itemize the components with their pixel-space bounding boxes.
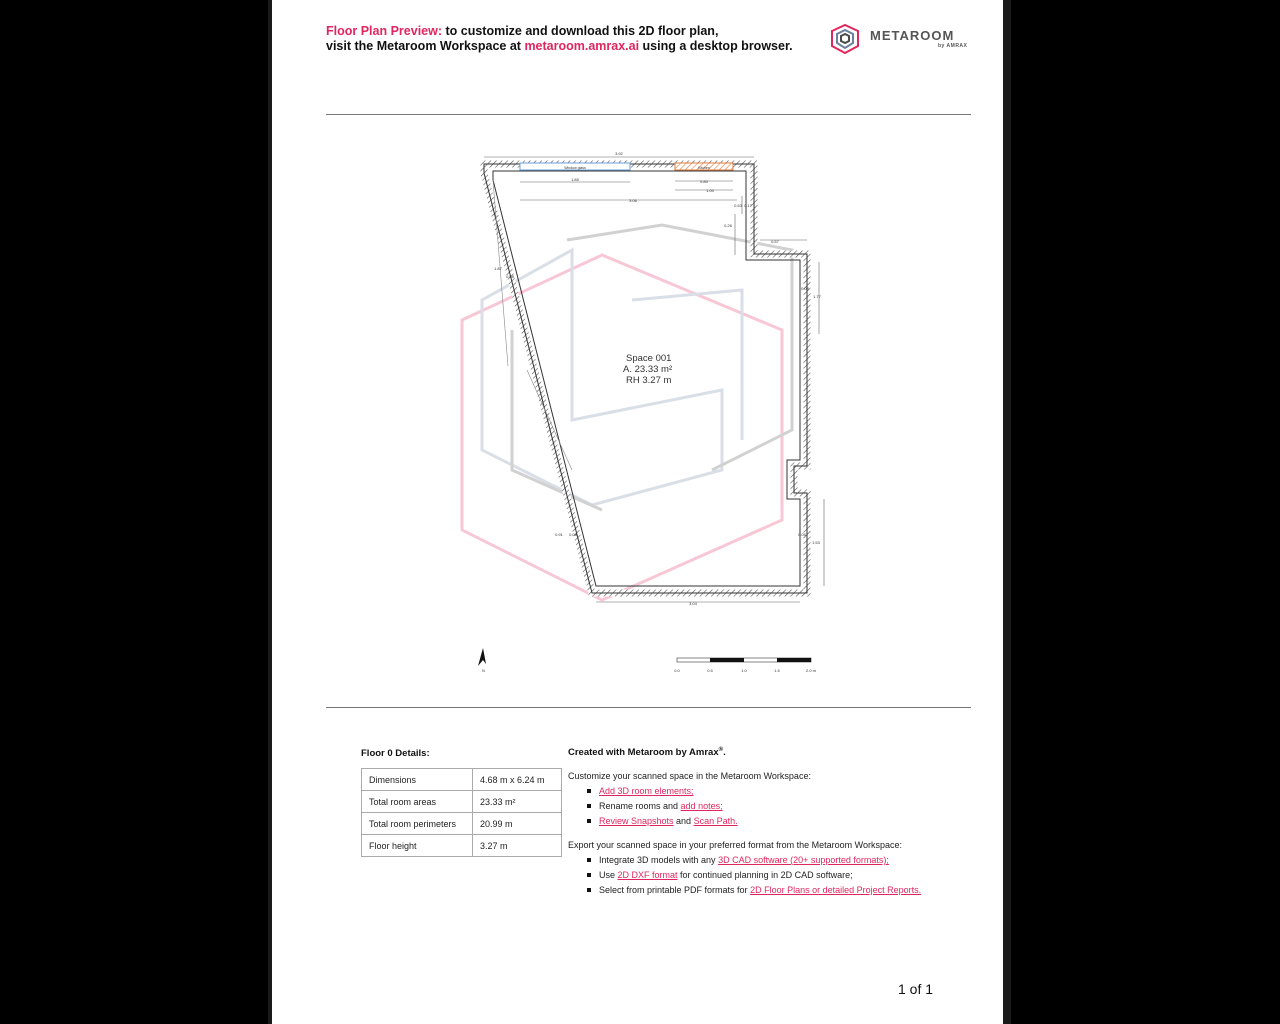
dim-right-w2: 1.00 xyxy=(706,188,714,193)
dim-step-v2: 0.26 xyxy=(724,223,732,228)
detail-key: Total room areas xyxy=(362,791,473,813)
created-title xyxy=(568,747,726,758)
dim-right-lower: 1.53 xyxy=(812,540,820,545)
logo-word: METAROOM xyxy=(870,28,955,43)
list-item xyxy=(599,799,968,814)
list-item xyxy=(599,784,968,799)
document-page xyxy=(272,0,1003,1024)
export-list xyxy=(568,853,968,898)
scale-label-4: 2.0 m xyxy=(805,668,817,673)
created-title-dot: . xyxy=(723,747,726,759)
detail-key: Dimensions xyxy=(362,769,473,791)
dim-right-w1: 0.80 xyxy=(700,179,708,184)
scale-label-2: 1.0 xyxy=(741,668,747,673)
scale-bar xyxy=(674,658,816,673)
add-3d-elements-link[interactable]: Add 3D room elements; xyxy=(599,786,694,796)
scale-label-0: 0.0 xyxy=(674,668,680,673)
preview-label: Floor Plan Preview: xyxy=(326,24,443,38)
north-arrow-icon xyxy=(478,648,486,673)
dim-right-lower2: 0.05 xyxy=(798,532,806,537)
rename-text: Rename rooms and xyxy=(599,801,681,811)
detail-value: 20.99 m xyxy=(473,813,562,835)
created-title-text: Created with Metaroom by Amrax xyxy=(568,747,719,759)
scale-label-3: 1.5 xyxy=(774,668,780,673)
preview-text-1: to customize and download this 2D floor plan, xyxy=(442,24,719,38)
floor-details-title: Floor 0 Details: xyxy=(361,748,430,759)
dim-notch-w: 0.57 xyxy=(771,239,779,244)
detail-value: 23.33 m² xyxy=(473,791,562,813)
divider-bottom xyxy=(326,707,971,708)
space-name: Space 001 xyxy=(626,353,672,364)
dim-left-lower: 0.91 xyxy=(555,532,563,537)
table-row xyxy=(362,791,562,813)
customize-intro: Customize your scanned space in the Metaroom Workspace: xyxy=(568,771,811,781)
table-row xyxy=(362,835,562,857)
list-item xyxy=(599,814,968,829)
dim-step-v: 0.53 xyxy=(734,203,742,208)
workspace-link[interactable]: metaroom.amrax.ai xyxy=(524,39,640,53)
export-intro: Export your scanned space in your preferred format from the Metaroom Workspace: xyxy=(568,840,902,850)
dim-step-small: 0.17 xyxy=(744,203,752,208)
scan-path-link[interactable]: Scan Path. xyxy=(693,816,738,826)
pdf-formats-link[interactable]: 2D Floor Plans or detailed Project Reports. xyxy=(750,885,922,895)
integrate-text: Integrate 3D models with any xyxy=(599,855,719,865)
pdf-text: Select from printable PDF formats for xyxy=(599,885,751,895)
floor-plan xyxy=(272,0,1003,700)
dim-inner-span: 3.06 xyxy=(629,198,637,203)
and-text: and xyxy=(673,816,694,826)
detail-value: 4.68 m x 6.24 m xyxy=(473,769,562,791)
detail-key: Total room perimeters xyxy=(362,813,473,835)
dxf-format-link[interactable]: 2D DXF format xyxy=(617,870,678,880)
kitchen-label: Kitchen xyxy=(698,166,710,170)
registered-mark: ® xyxy=(718,747,724,753)
page-number: 1 of 1 xyxy=(898,981,934,997)
detail-key: Floor height xyxy=(362,835,473,857)
floor-details-table xyxy=(361,768,562,857)
viewer-frame-right xyxy=(1003,0,1011,1024)
dim-bottom: 3.04 xyxy=(689,601,697,606)
dim-left-upper2: 0.08 xyxy=(506,274,514,279)
dxf-rest-text: for continued planning in 2D CAD software; xyxy=(677,870,853,880)
list-item xyxy=(599,868,968,883)
scale-label-1: 0.5 xyxy=(707,668,713,673)
table-row xyxy=(362,769,562,791)
table-row xyxy=(362,813,562,835)
dim-window: 1.85 xyxy=(571,177,579,182)
space-label xyxy=(623,353,706,386)
dim-right-h2: 0.08 xyxy=(801,286,809,291)
space-height: RH 3.27 m xyxy=(626,375,672,386)
review-snapshots-link[interactable]: Review Snapshots xyxy=(599,816,674,826)
logo-sub: by AMRAX xyxy=(938,43,968,49)
space-area: A. 23.33 m² xyxy=(623,364,673,375)
dim-top-total: 3.92 xyxy=(615,151,623,156)
window-label: Window glass xyxy=(564,166,586,170)
workspace-info xyxy=(568,769,968,907)
north-label: N xyxy=(482,668,485,673)
dim-left-lower2: 0.08 xyxy=(569,532,577,537)
list-item xyxy=(599,853,968,868)
use-text: Use xyxy=(599,870,618,880)
customize-list xyxy=(568,784,968,829)
preview-text-2: visit the Metaroom Workspace at xyxy=(326,39,525,53)
dim-left-upper: 1.87 xyxy=(494,266,502,271)
list-item xyxy=(599,883,968,898)
dim-right-h: 1.77 xyxy=(813,294,821,299)
detail-value: 3.27 m xyxy=(473,835,562,857)
cad-software-link[interactable]: 3D CAD software (20+ supported formats); xyxy=(718,855,889,865)
add-notes-link[interactable]: add notes; xyxy=(680,801,723,811)
preview-text-3: using a desktop browser. xyxy=(639,39,793,53)
